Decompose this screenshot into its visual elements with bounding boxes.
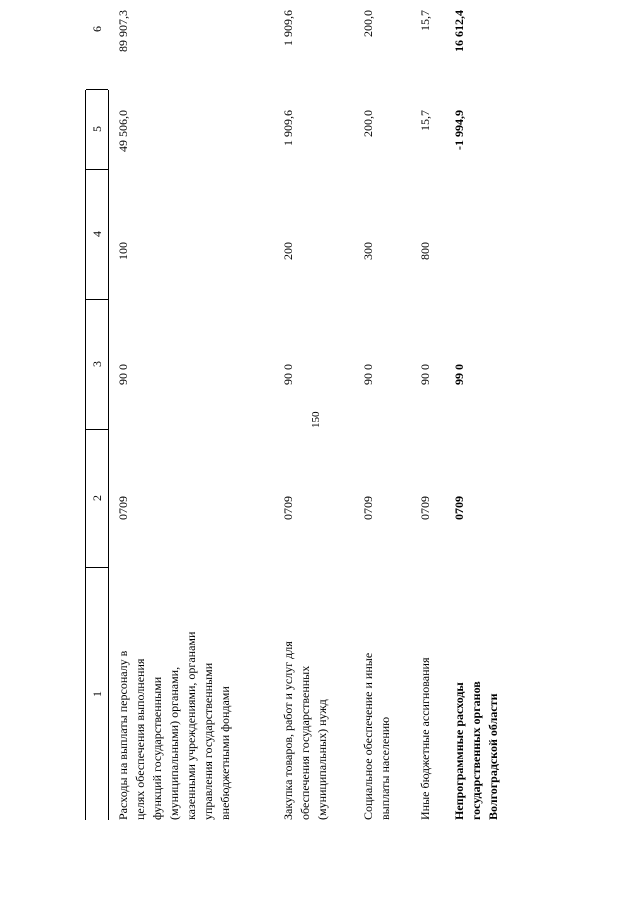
page-number: 150 [310, 411, 322, 428]
row-label: Иные бюджетные ассигнования [418, 657, 432, 820]
row-amount-2: 1 909,6 [281, 10, 295, 46]
row-type: 100 [116, 242, 130, 260]
row-type: 800 [418, 242, 432, 260]
row-amount-2: 200,0 [361, 10, 375, 37]
row-article: 90 0 [281, 364, 295, 385]
row-section: 0709 [452, 496, 466, 520]
header-col-6: 6 [86, 0, 108, 90]
header-col-2: 2 [86, 429, 108, 568]
row-section: 0709 [116, 496, 130, 520]
row-article: 99 0 [452, 364, 466, 385]
row-amount-2: 16 612,4 [452, 10, 466, 52]
row-amount-1: 15,7 [418, 110, 432, 131]
row-amount-1: 49 506,0 [116, 110, 130, 152]
row-type: 200 [281, 242, 295, 260]
row-amount-2: 15,7 [418, 10, 432, 31]
header-col-5: 5 [86, 89, 108, 170]
header-col-1: 1 [90, 691, 104, 697]
row-label: Закупка товаров, работ и услуг для обеспечения государственных (муниципальных) нужд [281, 641, 329, 820]
row-amount-1: 200,0 [361, 110, 375, 137]
row-type: 300 [361, 242, 375, 260]
row-section: 0709 [418, 496, 432, 520]
row-article: 90 0 [116, 364, 130, 385]
table-header-row [85, 26, 109, 820]
row-label: Расходы на выплаты персоналу в целях обеспечения выполнения функций государственными (муниципальными) органами, казенными учреждениями, органами управления государственными внебюджетными фондами [116, 631, 232, 820]
row-label: Непрограммные расходы государственных органов Волгоградской области [452, 681, 500, 820]
row-section: 0709 [361, 496, 375, 520]
row-amount-1: -1 994,9 [452, 110, 466, 150]
row-amount-1: 1 909,6 [281, 110, 295, 146]
header-col-3: 3 [86, 299, 108, 430]
row-amount-2: 89 907,3 [116, 10, 130, 52]
header-col-4: 4 [86, 169, 108, 300]
row-article: 90 0 [418, 364, 432, 385]
row-section: 0709 [281, 496, 295, 520]
row-article: 90 0 [361, 364, 375, 385]
row-label: Социальное обеспечение и иные выплаты населению [361, 652, 392, 820]
